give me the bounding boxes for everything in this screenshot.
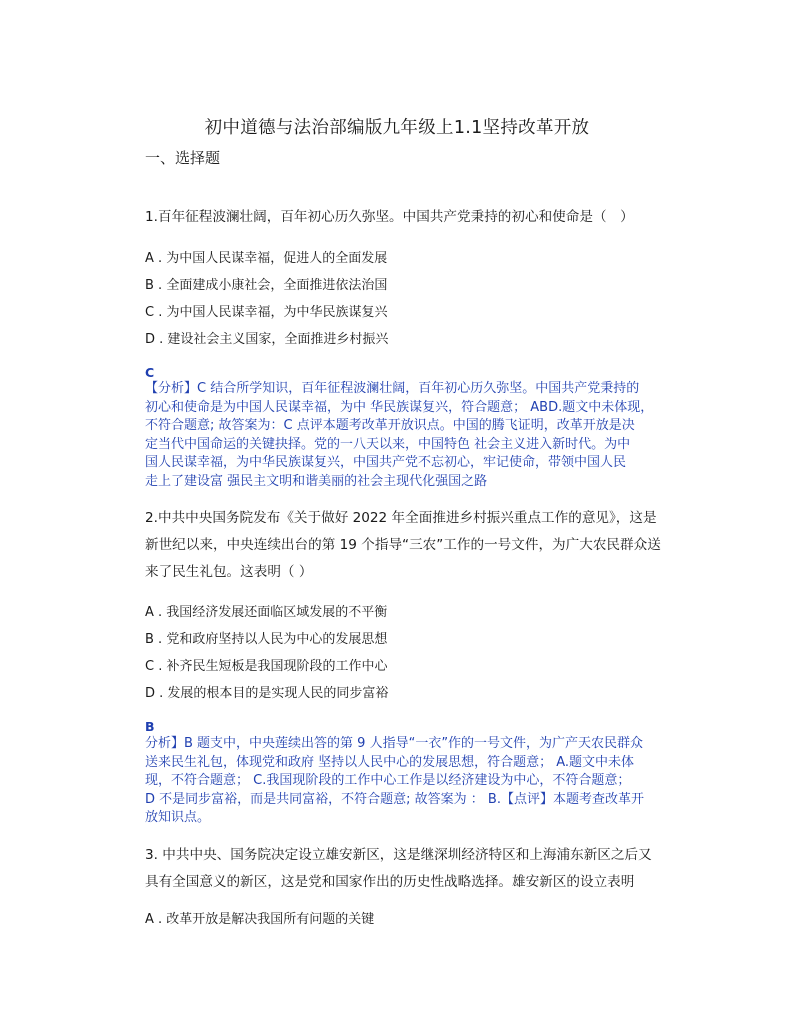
- question-3-stem: [145, 842, 665, 896]
- stem-line: 2.中共中央国务院发布《关于做好 2022 年全面推进乡村振兴重点工作的意见》，这是: [145, 510, 657, 526]
- analysis-line: 现，不符合题意； C.我国现阶段的工作中心工作是以经济建设为中心，不符合题意；: [145, 773, 631, 788]
- analysis-line: 【分析】C 结合所学知识，百年征程波澜壮阔，百年初心历久弥坚。中国共产党秉持的: [145, 381, 640, 396]
- question-1-option-b[interactable]: B . 全面建成小康社会，全面推进依法治国: [145, 278, 388, 293]
- question-2-option-b[interactable]: B . 党和政府坚持以人民为中心的发展思想: [145, 632, 388, 647]
- section-heading: 一、选择题: [145, 149, 221, 167]
- question-1-stem: 1.百年征程波澜壮阔，百年初心历久弥坚。中国共产党秉持的初心和使命是（ ）: [145, 209, 634, 225]
- question-2-option-d[interactable]: D . 发展的根本目的是实现人民的同步富裕: [145, 686, 389, 701]
- analysis-line: 走上了建设富 强民主文明和谐美丽的社会主现代化强国之路: [145, 473, 488, 489]
- stem-line: 具有全国意义的新区，这是党和国家作出的历史性战略选择。雄安新区的设立表明: [145, 874, 635, 890]
- analysis-line: 定当代中国命运的关键抉择。党的一八天以来，中国特色 社会主义进入新时代。为中: [145, 436, 631, 452]
- analysis-line: 初心和使命是为中国人民谋幸福，为中 华民族谋复兴，符合题意； ABD.题文中未体现，: [145, 399, 654, 415]
- question-1-option-c[interactable]: C . 为中国人民谋幸福，为中华民族谋复兴: [145, 305, 388, 320]
- analysis-line: 放知识点。: [145, 810, 211, 825]
- question-2-analysis: [145, 735, 670, 828]
- question-1-option-d[interactable]: D . 建设社会主义国家，全面推进乡村振兴: [145, 332, 389, 347]
- question-2-option-a[interactable]: A . 我国经济发展还面临区域发展的不平衡: [145, 605, 388, 620]
- question-2-stem: [145, 505, 665, 586]
- stem-line: 来了民生礼包。这表明（ ）: [145, 564, 313, 580]
- question-1-answer: C: [145, 365, 155, 380]
- stem-line: 新世纪以来，中央连续出台的第 19 个指导“三农”工作的一号文件，为广大农民群众送: [145, 537, 661, 553]
- stem-line: 3. 中共中央、国务院决定设立雄安新区，这是继深圳经济特区和上海浦东新区之后又: [145, 847, 652, 863]
- question-1-option-a[interactable]: A . 为中国人民谋幸福，促进人的全面发展: [145, 251, 388, 266]
- question-1-analysis: [145, 380, 670, 491]
- question-3-option-a[interactable]: A . 改革开放是解决我国所有问题的关键: [145, 912, 375, 927]
- analysis-line: D 不是同步富裕，而是共同富裕，不符合题意; 故答案为 ： B.【点评】本题考查改革开: [145, 791, 644, 807]
- question-2-answer: B: [145, 719, 155, 734]
- analysis-line: 送来民生礼包，体现党和政府 坚持以人民中心的发展思想，符合题意； A.题文中未体: [145, 754, 635, 770]
- analysis-line: 国人民谋幸福，为中华民族谋复兴，中国共产党不忘初心，牢记使命，带领中国人民: [145, 455, 627, 470]
- document-title: 初中道德与法治部编版九年级上1.1坚持改革开放: [204, 118, 590, 138]
- question-2-option-c[interactable]: C . 补齐民生短板是我国现阶段的工作中心: [145, 659, 388, 674]
- analysis-line: 不符合题意; 故答案为：C 点评本题考改革开放识点。中国的腾飞证明，改革开放是决: [145, 418, 635, 433]
- analysis-line: 分析】B 题支中，中央莲续出答的第 9 人指导“一衣”作的一号文件，为广产天农民群众: [145, 736, 644, 751]
